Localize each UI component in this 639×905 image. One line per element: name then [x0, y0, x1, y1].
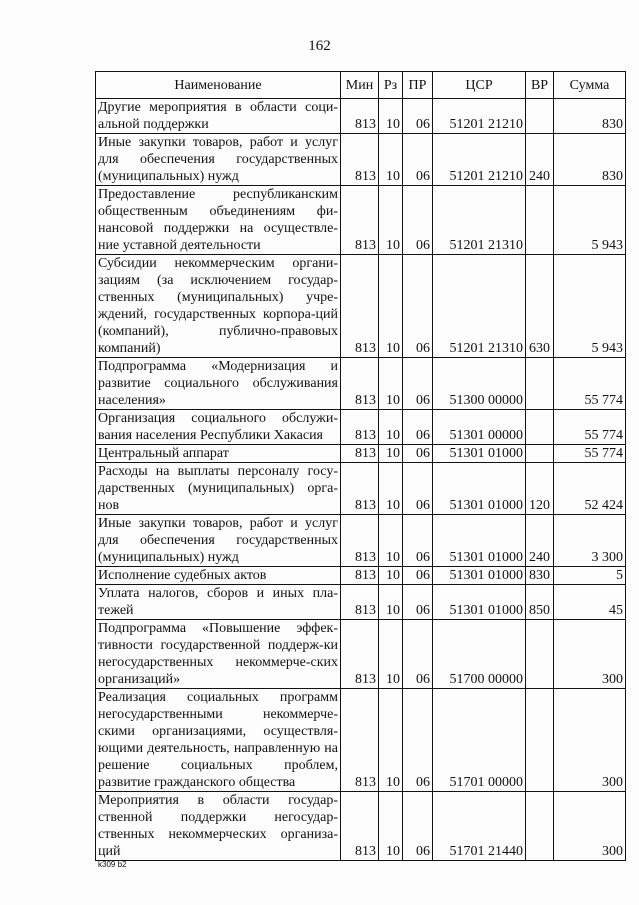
- cell-name: Исполнение судебных актов: [96, 567, 341, 585]
- cell-sum: 52 424: [554, 463, 626, 515]
- table-row: [96, 358, 626, 410]
- cell-rz: 10: [379, 255, 403, 358]
- cell-name: Уплата налогов, сборов и иных пла-тежей: [96, 585, 341, 620]
- cell-csr: 51201 21310: [433, 186, 526, 255]
- cell-vr: [526, 410, 554, 445]
- budget-table: [95, 71, 626, 861]
- cell-sum: 55 774: [554, 410, 626, 445]
- cell-min: 813: [341, 585, 379, 620]
- cell-name: Подпрограмма «Модернизация и развитие социального обслуживания населения»: [96, 358, 341, 410]
- cell-min: 813: [341, 567, 379, 585]
- cell-csr: 51201 21210: [433, 134, 526, 186]
- cell-sum: 55 774: [554, 445, 626, 463]
- cell-sum: 45: [554, 585, 626, 620]
- cell-name: Иные закупки товаров, работ и услуг для обеспечения государственных (муниципальных) нужд: [96, 515, 341, 567]
- cell-sum: 5 943: [554, 255, 626, 358]
- cell-csr: 51301 01000: [433, 585, 526, 620]
- cell-min: 813: [341, 186, 379, 255]
- cell-min: 813: [341, 358, 379, 410]
- cell-rz: 10: [379, 463, 403, 515]
- cell-pr: 06: [403, 134, 433, 186]
- footer-code: k309 b2: [98, 860, 127, 869]
- header-pr: ПР: [403, 72, 433, 99]
- header-vr: ВР: [526, 72, 554, 99]
- cell-csr: 51301 01000: [433, 463, 526, 515]
- cell-sum: 300: [554, 689, 626, 792]
- cell-pr: 06: [403, 585, 433, 620]
- cell-name: Предоставление республиканским общественным объединениям фи-нансовой поддержки на осуществле-ние уставной деятельности: [96, 186, 341, 255]
- cell-vr: 830: [526, 567, 554, 585]
- cell-pr: 06: [403, 792, 433, 861]
- cell-min: 813: [341, 255, 379, 358]
- cell-name: Иные закупки товаров, работ и услуг для обеспечения государственных (муниципальных) нужд: [96, 134, 341, 186]
- cell-rz: 10: [379, 567, 403, 585]
- cell-name: Подпрограмма «Повышение эффек-тивности государственной поддерж-ки негосударственных некоммерче-ских организаций»: [96, 620, 341, 689]
- header-name: Наименование: [96, 72, 341, 99]
- cell-name: Центральный аппарат: [96, 445, 341, 463]
- cell-rz: 10: [379, 186, 403, 255]
- table-row: [96, 463, 626, 515]
- table-row: [96, 585, 626, 620]
- cell-pr: 06: [403, 186, 433, 255]
- table-row: [96, 567, 626, 585]
- cell-rz: 10: [379, 689, 403, 792]
- cell-pr: 06: [403, 358, 433, 410]
- cell-min: 813: [341, 689, 379, 792]
- cell-vr: [526, 99, 554, 134]
- cell-csr: 51300 00000: [433, 358, 526, 410]
- cell-rz: 10: [379, 585, 403, 620]
- cell-rz: 10: [379, 792, 403, 861]
- cell-vr: 240: [526, 515, 554, 567]
- table-row: [96, 445, 626, 463]
- cell-csr: 51701 00000: [433, 689, 526, 792]
- cell-vr: [526, 186, 554, 255]
- table-header-row: [96, 72, 626, 99]
- table-row: [96, 689, 626, 792]
- cell-pr: 06: [403, 410, 433, 445]
- cell-name: Субсидии некоммерческим органи-зациям (за исключением государ-ственных (муниципальных) учре-ждений, государственных корпора-ций (компаний), публично-правовых компаний): [96, 255, 341, 358]
- cell-csr: 51301 01000: [433, 567, 526, 585]
- cell-vr: [526, 689, 554, 792]
- header-csr: ЦСР: [433, 72, 526, 99]
- table-row: [96, 792, 626, 861]
- table-row: [96, 134, 626, 186]
- cell-min: 813: [341, 410, 379, 445]
- cell-sum: 830: [554, 99, 626, 134]
- header-sum: Сумма: [554, 72, 626, 99]
- table-row: [96, 99, 626, 134]
- cell-rz: 10: [379, 445, 403, 463]
- cell-min: 813: [341, 99, 379, 134]
- header-min: Мин: [341, 72, 379, 99]
- cell-sum: 830: [554, 134, 626, 186]
- cell-vr: 850: [526, 585, 554, 620]
- cell-rz: 10: [379, 515, 403, 567]
- cell-sum: 5: [554, 567, 626, 585]
- cell-sum: 300: [554, 792, 626, 861]
- cell-name: Реализация социальных программ негосударственными некоммерче-скими организациями, осуществля-ющими деятельность, направленную на решение социальных проблем, развитие гражданского общества: [96, 689, 341, 792]
- table-row: [96, 620, 626, 689]
- cell-csr: 51301 01000: [433, 515, 526, 567]
- cell-pr: 06: [403, 99, 433, 134]
- cell-rz: 10: [379, 134, 403, 186]
- cell-min: 813: [341, 792, 379, 861]
- cell-vr: [526, 792, 554, 861]
- cell-pr: 06: [403, 689, 433, 792]
- cell-pr: 06: [403, 567, 433, 585]
- table-row: [96, 186, 626, 255]
- cell-rz: 10: [379, 99, 403, 134]
- cell-min: 813: [341, 463, 379, 515]
- cell-name: Другие мероприятия в области соци-альной поддержки: [96, 99, 341, 134]
- cell-vr: [526, 445, 554, 463]
- cell-rz: 10: [379, 410, 403, 445]
- cell-csr: 51201 21310: [433, 255, 526, 358]
- cell-min: 813: [341, 134, 379, 186]
- cell-csr: 51201 21210: [433, 99, 526, 134]
- cell-sum: 3 300: [554, 515, 626, 567]
- cell-pr: 06: [403, 620, 433, 689]
- cell-name: Расходы на выплаты персоналу госу-дарственных (муниципальных) орга-нов: [96, 463, 341, 515]
- page-number: 162: [308, 38, 331, 54]
- table-row: [96, 410, 626, 445]
- cell-csr: 51301 00000: [433, 410, 526, 445]
- cell-pr: 06: [403, 445, 433, 463]
- cell-vr: 240: [526, 134, 554, 186]
- cell-pr: 06: [403, 515, 433, 567]
- cell-min: 813: [341, 620, 379, 689]
- table-row: [96, 515, 626, 567]
- cell-sum: 300: [554, 620, 626, 689]
- header-rz: Рз: [379, 72, 403, 99]
- table-row: [96, 255, 626, 358]
- cell-sum: 5 943: [554, 186, 626, 255]
- cell-name: Организация социального обслужи-вания населения Республики Хакасия: [96, 410, 341, 445]
- cell-name: Мероприятия в области государ-ственной поддержки негосудар-ственных некоммерческих организа-ций: [96, 792, 341, 861]
- cell-rz: 10: [379, 620, 403, 689]
- cell-pr: 06: [403, 255, 433, 358]
- cell-vr: 630: [526, 255, 554, 358]
- cell-csr: 51700 00000: [433, 620, 526, 689]
- cell-pr: 06: [403, 463, 433, 515]
- cell-csr: 51701 21440: [433, 792, 526, 861]
- cell-csr: 51301 01000: [433, 445, 526, 463]
- cell-rz: 10: [379, 358, 403, 410]
- cell-min: 813: [341, 445, 379, 463]
- cell-vr: 120: [526, 463, 554, 515]
- cell-vr: [526, 358, 554, 410]
- cell-min: 813: [341, 515, 379, 567]
- cell-vr: [526, 620, 554, 689]
- cell-sum: 55 774: [554, 358, 626, 410]
